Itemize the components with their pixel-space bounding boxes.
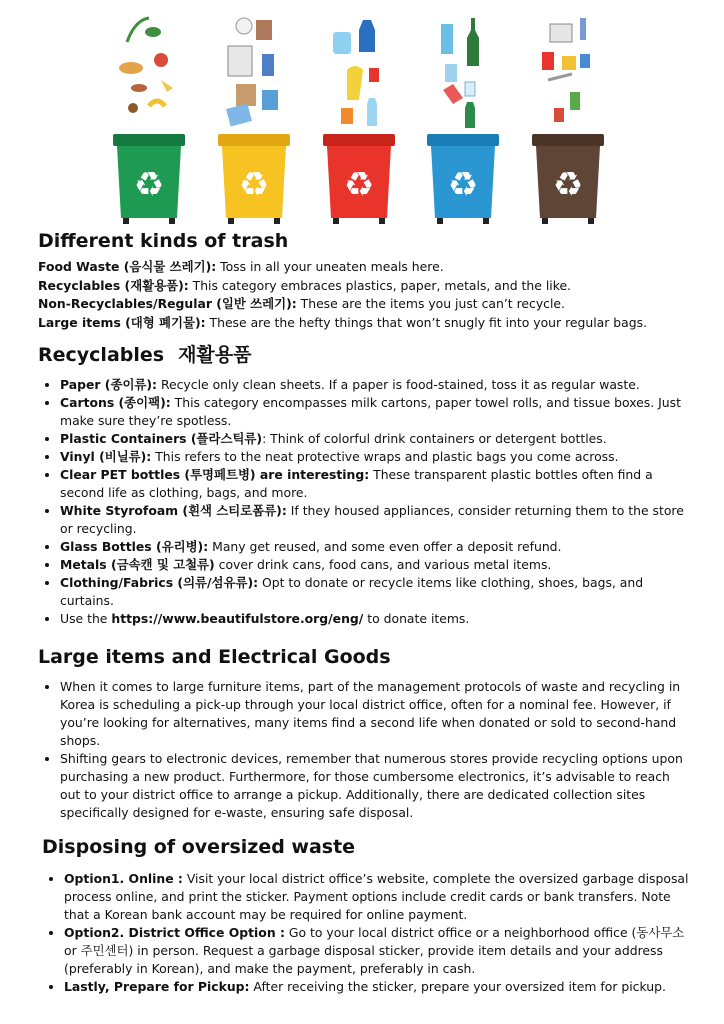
recycle-icon: ♻	[133, 165, 165, 205]
recycle-icon: ♻	[343, 165, 375, 205]
section-heading: Large items and Electrical Goods	[38, 646, 391, 668]
list-item: • Use the https://www.beautifulstore.org/eng/ to donate items.	[60, 610, 694, 628]
list-item: • Lastly, Prepare for Pickup: After receiving the sticker, prepare your oversized item for pickup.	[64, 978, 698, 996]
list-item: • Metals (금속캔 및 고철류) cover drink cans, food cans, and various metal items.	[60, 556, 694, 574]
trash-type-line: Food Waste (음식물 쓰레기): Toss in all your uneaten meals here.	[38, 259, 444, 274]
list-item: • Shifting gears to electronic devices, remember that numerous stores provide recycling options upon purchasing a new product. Furthermore, for those cumbersome electronics, it’s advisable to reach out to your district office to arrange a pickup. Additionally, there are dedicated collection sites specifically designed for e-waste, ensuring safe disposal.	[60, 750, 694, 822]
section-heading: Disposing of oversized waste	[42, 836, 356, 858]
paper-bin	[214, 10, 294, 224]
recycling-bins-illustration	[0, 0, 724, 226]
list-item: • White Styrofoam (흰색 스티로폼류): If they housed appliances, consider returning them to the store or recycling.	[60, 502, 694, 538]
trash-type-line: Large items (대형 폐기물): These are the hefty things that won’t snugly fit into your regular bags.	[38, 314, 648, 330]
section-heading: Recyclables 재활용품	[38, 344, 252, 366]
glass-bin	[423, 10, 503, 224]
list-item: • Clear PET bottles (투명페트병) are interesting: These transparent plastic bottles often find a second life as clothing, bags, and more.	[60, 466, 694, 502]
glass-items	[441, 18, 479, 128]
food-waste-items	[119, 18, 173, 113]
list-item: • Option1. Online : Visit your local district office’s website, complete the oversized garbage disposal process online, and print the sticker. Payment options include credit cards or bank transfers. Note that a Korean bank account may be required for online payment.	[64, 870, 698, 924]
recycle-icon: ♻	[238, 165, 270, 205]
list-item: • When it comes to large furniture items, part of the management protocols of waste and recycling in Korea is scheduling a pick-up through your local district office, often for a nominal fee. However, if you’re looking for alternatives, many items find a second life when donated or sold to second-hand shops.	[60, 678, 694, 750]
list-item: • Cartons (종이팩): This category encompasses milk cartons, paper towel rolls, and tissue boxes. Just make sure they’re spotless.	[60, 394, 694, 430]
list-item: • Plastic Containers (플라스틱류): Think of colorful drink containers or detergent bottles.	[60, 430, 694, 448]
list-item: • Glass Bottles (유리병): Many get reused, and some even offer a deposit refund.	[60, 538, 694, 556]
section-oversized-waste	[42, 834, 698, 996]
section-heading: Different kinds of trash	[38, 230, 289, 252]
list-item: • Clothing/Fabrics (의류/섬유류): Opt to donate or recycle items like clothing, shoes, bags, and curtains.	[60, 574, 694, 610]
plastic-items	[333, 20, 379, 126]
trash-type-line: Non-Recyclables/Regular (일반 쓰레기): These are the items you just can’t recycle.	[38, 296, 565, 311]
paper-items	[226, 18, 278, 127]
section-kinds-of-trash	[38, 228, 694, 332]
recycle-icon: ♻	[447, 165, 479, 205]
section-recyclables	[38, 342, 694, 628]
donate-link[interactable]: https://www.beautifulstore.org/eng/	[111, 611, 364, 626]
food-waste-bin	[109, 10, 189, 224]
recycle-icon: ♻	[552, 165, 584, 205]
list-item: • Vinyl (비닐류): This refers to the neat protective wraps and plastic bags you come across.	[60, 448, 694, 466]
list-item: • Paper (종이류): Recycle only clean sheets. If a paper is food-stained, toss it as regular waste.	[60, 376, 694, 394]
plastic-bin	[319, 10, 399, 224]
section-large-items	[38, 644, 694, 822]
general-waste-bin	[528, 10, 608, 224]
list-item: • Option2. District Office Option : Go to your local district office or a neighborhood office (동사무소 or 주민센터) in person. Request a garbage disposal sticker, provide item details and your address (preferably in Korean), and make the payment, preferably in cash.	[64, 924, 698, 978]
trash-type-line: Recyclables (재활용품): This category embraces plastics, paper, metals, and the like.	[38, 277, 571, 293]
general-waste-items	[542, 18, 590, 122]
